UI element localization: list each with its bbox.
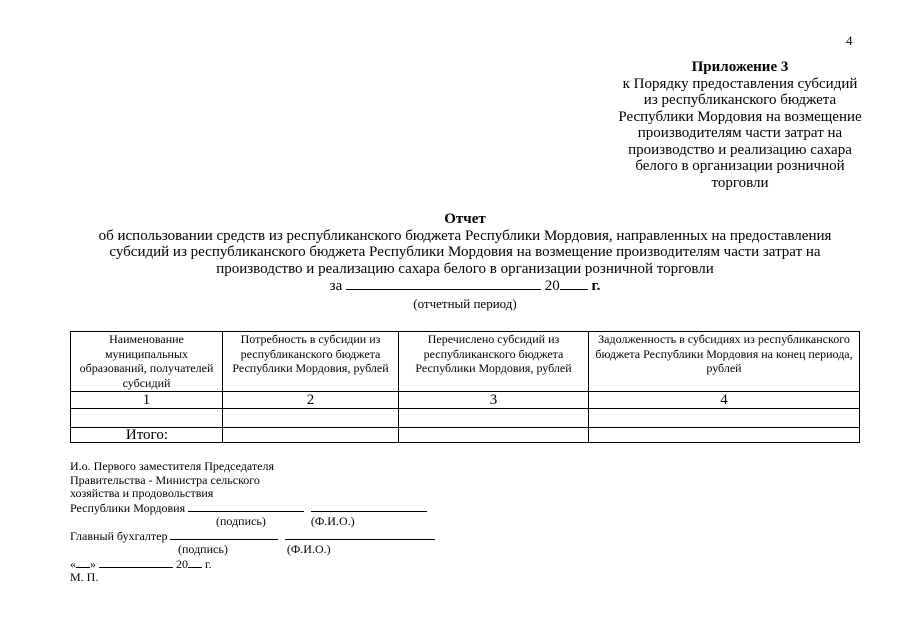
table-cell[interactable] bbox=[399, 428, 589, 443]
appendix-line: к Порядку предоставления субсидий bbox=[622, 75, 858, 92]
signer-position-line: И.о. Первого заместителя Председателя bbox=[70, 459, 274, 473]
column-number: 3 bbox=[399, 392, 589, 409]
minister-signature-blank[interactable] bbox=[188, 501, 304, 512]
column-number: 2 bbox=[223, 392, 399, 409]
period-year: 20 bbox=[544, 278, 560, 294]
period-blank[interactable] bbox=[346, 277, 541, 290]
date-row bbox=[70, 557, 435, 572]
accountant-captions bbox=[70, 543, 435, 557]
table-total-row bbox=[71, 428, 860, 443]
report-line: производство и реализацию сахара белого в организации розничной торговли bbox=[216, 260, 714, 277]
table-cell[interactable] bbox=[71, 409, 223, 428]
appendix-block bbox=[560, 59, 905, 191]
table-cell[interactable] bbox=[399, 409, 589, 428]
period-year-blank[interactable] bbox=[560, 277, 588, 290]
column-number: 1 bbox=[71, 392, 223, 409]
accountant-signature-blank[interactable] bbox=[170, 529, 278, 540]
table-row bbox=[71, 409, 860, 428]
appendix-line: из республиканского бюджета bbox=[643, 92, 837, 108]
month-blank[interactable] bbox=[99, 557, 173, 568]
table-number-row bbox=[71, 392, 860, 409]
report-period-line bbox=[70, 277, 860, 295]
accountant-label: Главный бухгалтер bbox=[70, 528, 168, 543]
minister-captions bbox=[70, 515, 435, 529]
header-municipalities: Наименование муниципальных образований, получателей субсидий bbox=[71, 332, 223, 392]
appendix-line: производство и реализацию сахара bbox=[628, 141, 852, 158]
page-number: 4 bbox=[846, 33, 853, 48]
period-caption: (отчетный период) bbox=[413, 295, 517, 311]
header-transferred: Перечислено субсидий из республиканского бюджета Республики Мордовия, рублей bbox=[399, 332, 589, 392]
appendix-line: производителям части затрат на bbox=[637, 125, 843, 141]
appendix-line: торговли bbox=[711, 174, 769, 191]
name-caption: (Ф.И.О.) bbox=[286, 542, 331, 556]
table-cell[interactable] bbox=[223, 409, 399, 428]
date-close-quote: » bbox=[90, 556, 96, 571]
name-caption: (Ф.И.О.) bbox=[310, 514, 355, 528]
date-suffix: г. bbox=[205, 556, 212, 571]
date-open-quote: « bbox=[70, 556, 76, 571]
report-title: Отчет bbox=[444, 211, 486, 227]
signer-position-line: хозяйства и продовольствия bbox=[70, 486, 214, 500]
appendix-title: Приложение 3 bbox=[691, 59, 789, 75]
period-suffix: г. bbox=[591, 278, 601, 294]
appendix-line: Республики Мордовия на возмещение bbox=[618, 108, 862, 125]
table-cell[interactable] bbox=[589, 428, 860, 443]
report-table bbox=[70, 331, 860, 443]
signer-position-row bbox=[70, 501, 435, 516]
report-heading bbox=[70, 211, 860, 312]
signer-position-line: Республики Мордовия bbox=[70, 500, 186, 515]
signature-block bbox=[70, 460, 435, 585]
accountant-row bbox=[70, 529, 435, 544]
signature-caption: (подпись) bbox=[216, 514, 266, 528]
year-blank[interactable] bbox=[188, 557, 202, 568]
date-year: 20 bbox=[176, 556, 188, 571]
signature-caption: (подпись) bbox=[178, 542, 228, 556]
accountant-name-blank[interactable] bbox=[285, 529, 435, 540]
table-cell[interactable] bbox=[589, 409, 860, 428]
minister-name-blank[interactable] bbox=[311, 501, 427, 512]
table-header-row bbox=[71, 332, 860, 392]
report-line: об использовании средств из республиканского бюджета Республики Мордовия, направленных на предоставления bbox=[98, 227, 832, 244]
stamp-place: М. П. bbox=[70, 570, 99, 584]
column-number: 4 bbox=[589, 392, 860, 409]
table-cell[interactable] bbox=[223, 428, 399, 443]
signer-position-line: Правительства - Министра сельского bbox=[70, 472, 260, 487]
appendix-line: белого в организации розничной bbox=[635, 158, 845, 174]
day-blank[interactable] bbox=[76, 557, 90, 568]
header-debt: Задолженность в субсидиях из республиканского бюджета Республики Мордовия на конец периода, рублей bbox=[589, 332, 860, 392]
total-label: Итого: bbox=[71, 428, 223, 443]
report-line: субсидий из республиканского бюджета Республики Мордовия на возмещение производителям части затрат на bbox=[109, 244, 821, 260]
period-prefix: за bbox=[329, 278, 343, 294]
header-need: Потребность в субсидии из республиканского бюджета Республики Мордовия, рублей bbox=[223, 332, 399, 392]
